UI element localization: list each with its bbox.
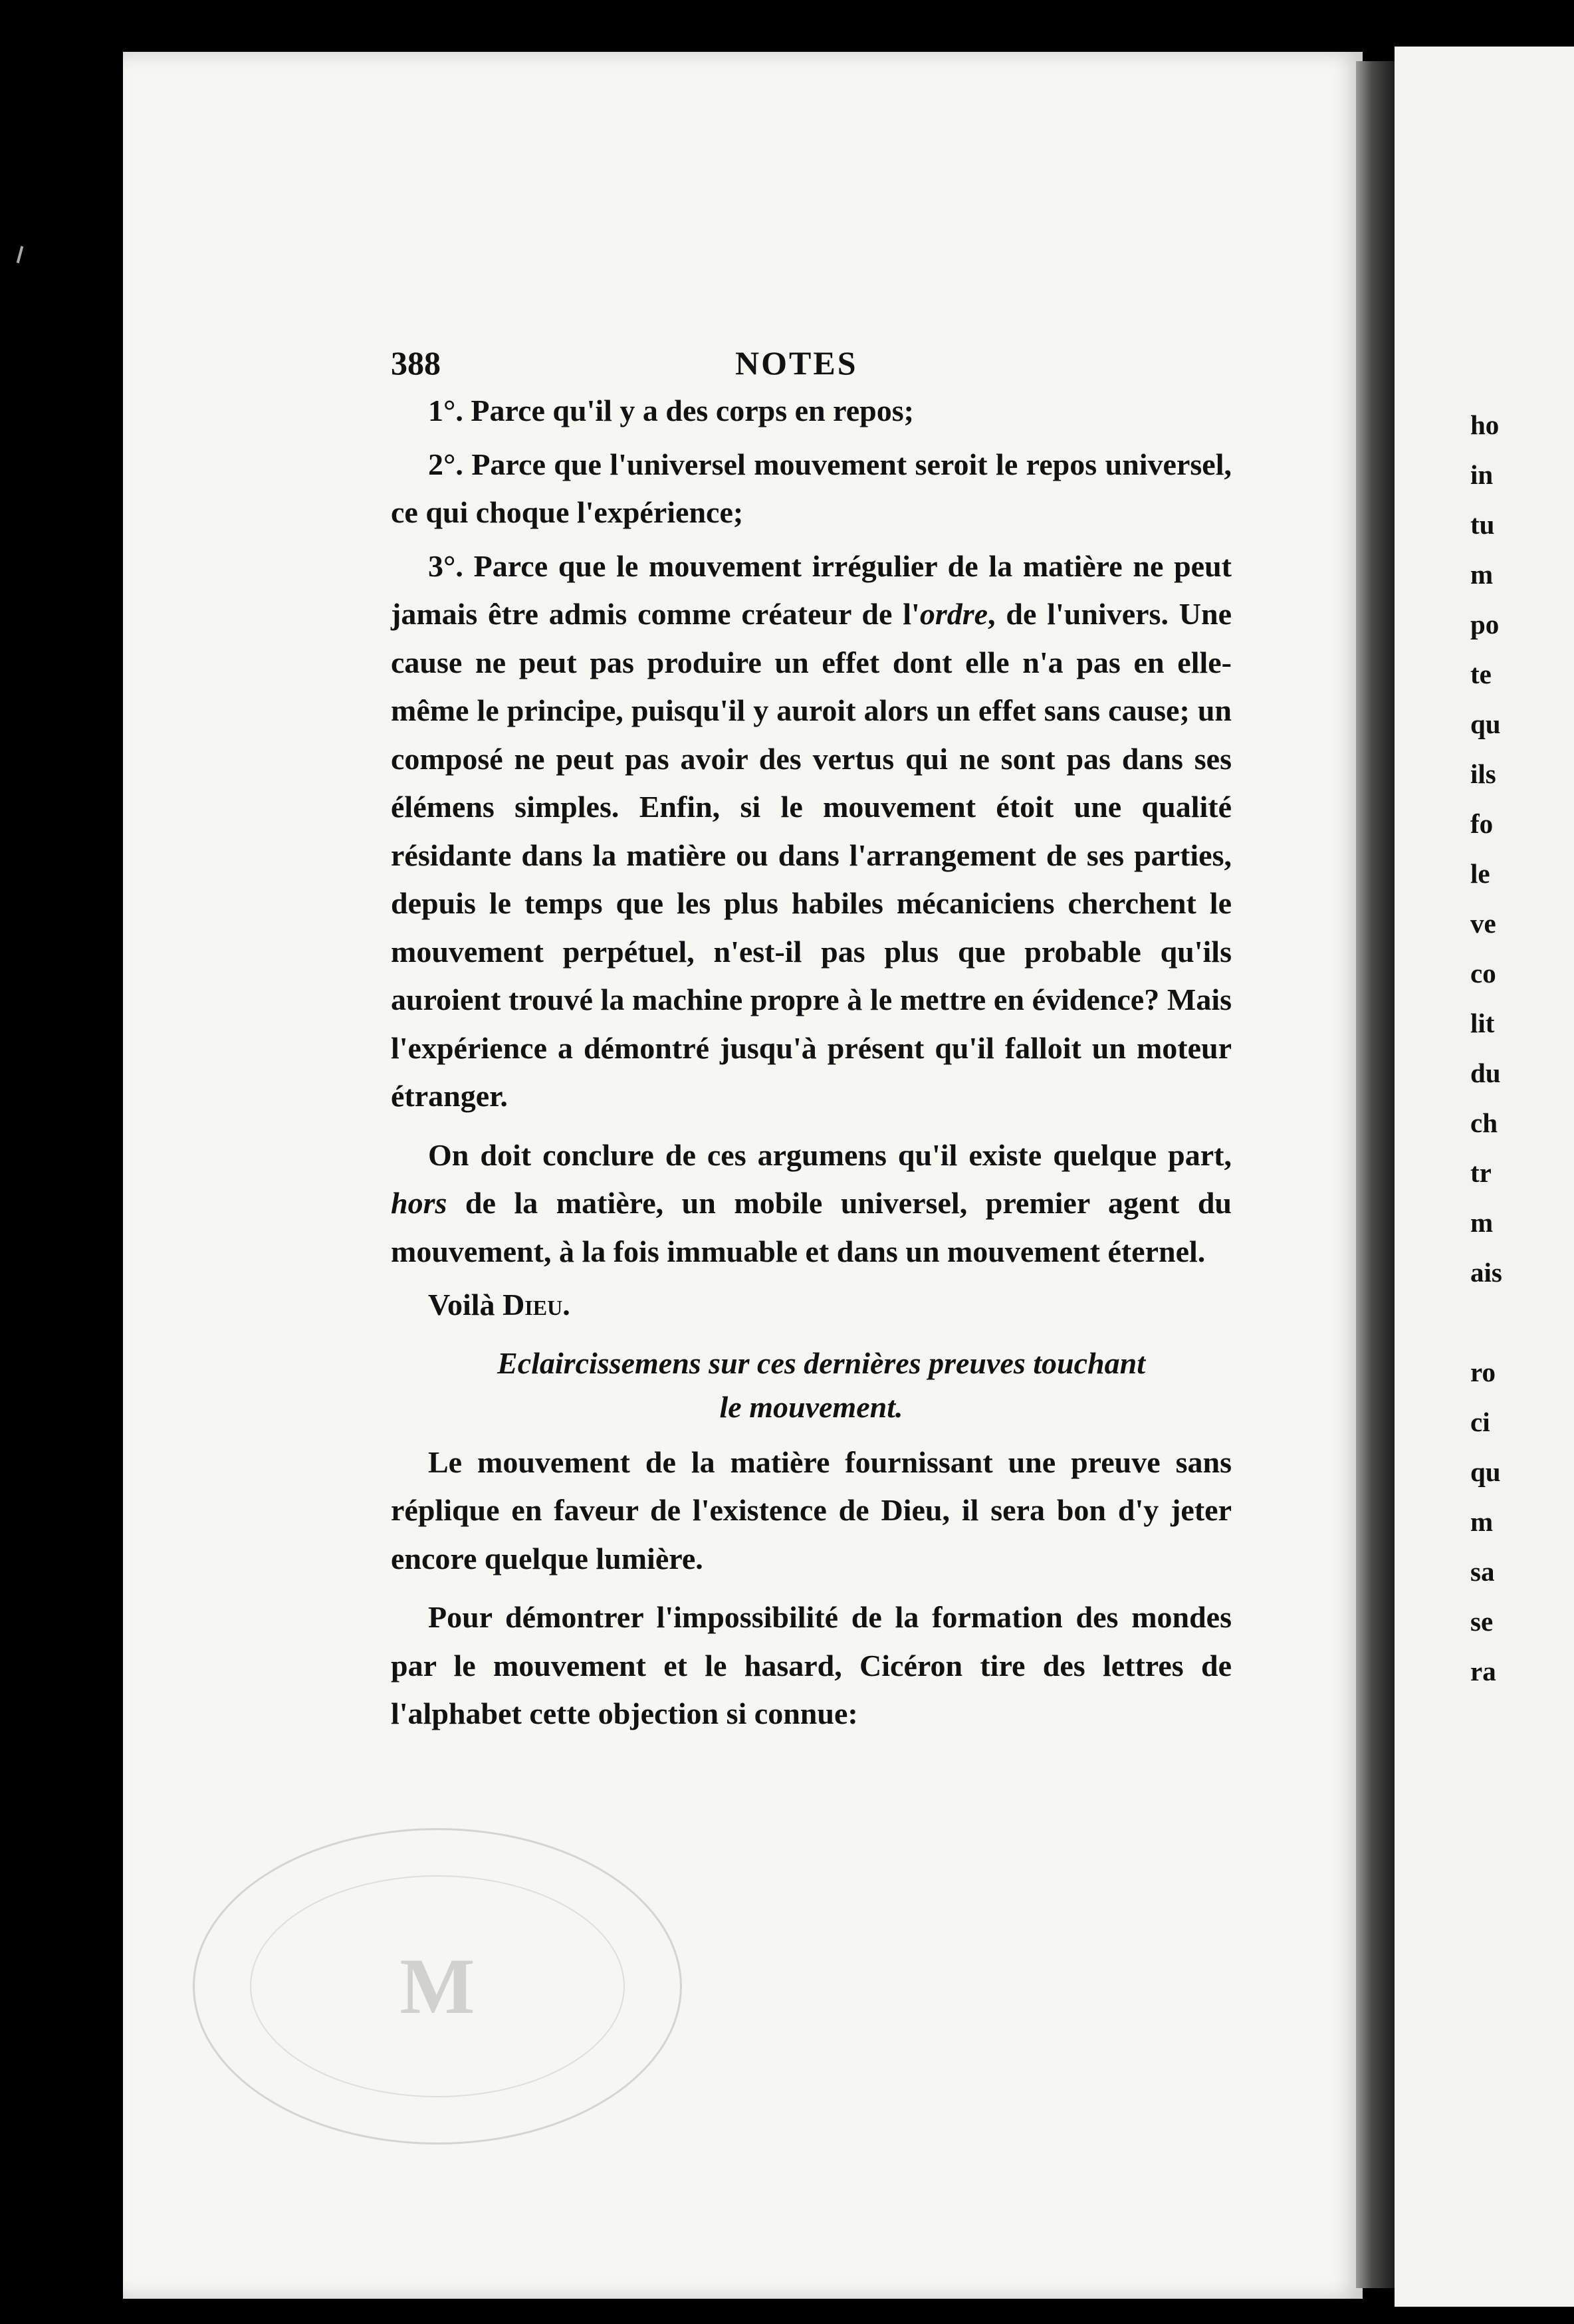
emphasis-ordre: ordre bbox=[919, 597, 988, 631]
paragraph-mouvement: Le mouvement de la matière fournissant une preuve sans réplique en faveur de l'existence de Dieu, il sera bon d'y jeter encore quelque lumière. bbox=[391, 1445, 1232, 1575]
section-heading-line-2: le mouvement. bbox=[719, 1389, 903, 1424]
paragraph-text: 3°. Parce que le mouvement irrégulier de la matière ne peut jamais être admis comme créateur de l' bbox=[391, 548, 1232, 631]
facing-fragment: qu bbox=[1470, 1456, 1501, 1487]
facing-fragment: tu bbox=[1470, 509, 1495, 540]
facing-fragment: le bbox=[1470, 858, 1490, 889]
section-heading-line-1: Eclaircissemens sur ces dernières preuves touchant bbox=[497, 1345, 1145, 1380]
facing-fragment: po bbox=[1470, 609, 1500, 639]
paragraph-text: Voilà bbox=[428, 1288, 503, 1322]
facing-page-text bbox=[1464, 0, 1574, 2324]
facing-fragment: du bbox=[1470, 1058, 1501, 1088]
paragraph-text: , de l'univers. Une cause ne peut pas produire un effet dont elle n'a pas en elle-même le principe, puisqu'il y auroit alors un effet sans cause; un composé ne peut pas avoir des vertus qui ne sont pas dans ses élémens simples. Enfin, si le mouvement étoit une qualité résidante dans la matière ou dans l'arrangement de ses parties, depuis le temps que les plus habiles mécaniciens cherchent le mouvement perpétuel, n'est-il pas plus que probable qu'ils auroient trouvé la machine propre à le mettre en évidence? Mais l'expérience a démontré jusqu'à présent qu'il falloit un moteur étranger. bbox=[391, 597, 1232, 1113]
book-gutter bbox=[1356, 61, 1396, 2288]
facing-fragment: ra bbox=[1470, 1656, 1496, 1686]
paragraph-voila-dieu bbox=[391, 1281, 1232, 1330]
facing-fragment: m bbox=[1470, 1207, 1494, 1238]
small-caps-dieu: Dieu bbox=[503, 1288, 563, 1322]
paragraph-text: de la matière, un mobile universel, premier agent du mouvement, à la fois immuable et dans un mouvement éternel. bbox=[391, 1186, 1232, 1268]
facing-fragment: fo bbox=[1470, 808, 1494, 839]
facing-fragment: ro bbox=[1470, 1357, 1496, 1387]
facing-fragment: ais bbox=[1470, 1257, 1502, 1288]
facing-fragment: lit bbox=[1470, 1008, 1495, 1038]
emphasis-hors: hors bbox=[391, 1186, 447, 1220]
facing-fragment: ho bbox=[1470, 409, 1500, 440]
facing-fragment: ch bbox=[1470, 1107, 1498, 1138]
paragraph-ciceron: Pour démontrer l'impossibilité de la formation des mondes par le mouvement et le hasard, Cicéron tire des lettres de l'alphabet cette objection si connue: bbox=[391, 1600, 1232, 1730]
section-heading bbox=[391, 1341, 1232, 1429]
facing-fragment: in bbox=[1470, 459, 1494, 490]
facing-fragment: ci bbox=[1470, 1407, 1490, 1437]
facing-fragment: sa bbox=[1470, 1556, 1495, 1587]
paragraph-conclusion bbox=[391, 1131, 1232, 1276]
library-stamp bbox=[193, 1828, 682, 2145]
paragraph-text: On doit conclure de ces argumens qu'il existe quelque part, bbox=[428, 1137, 1232, 1172]
facing-fragment: qu bbox=[1470, 709, 1501, 739]
facing-fragment: co bbox=[1470, 958, 1496, 988]
paragraph-text: . bbox=[562, 1288, 570, 1322]
paragraph-point-3 bbox=[391, 542, 1232, 1121]
facing-fragment: ve bbox=[1470, 908, 1496, 939]
page-number: 388 bbox=[391, 344, 441, 382]
page-body bbox=[391, 339, 1232, 1738]
facing-fragment: ils bbox=[1470, 758, 1496, 789]
paragraph-point-1: 1°. Parce qu'il y a des corps en repos; bbox=[428, 394, 914, 427]
running-head bbox=[391, 339, 1232, 387]
facing-fragment: m bbox=[1470, 559, 1494, 590]
facing-fragment: m bbox=[1470, 1506, 1494, 1537]
facing-fragment: se bbox=[1470, 1606, 1494, 1637]
running-title: NOTES bbox=[735, 344, 858, 382]
facing-fragment: te bbox=[1470, 659, 1492, 689]
paragraph-point-2: 2°. Parce que l'universel mouvement seroit le repos universel, ce qui choque l'expérience; bbox=[391, 447, 1232, 529]
facing-fragment: tr bbox=[1470, 1157, 1492, 1188]
stamp-monogram-icon: M bbox=[250, 1875, 625, 2097]
